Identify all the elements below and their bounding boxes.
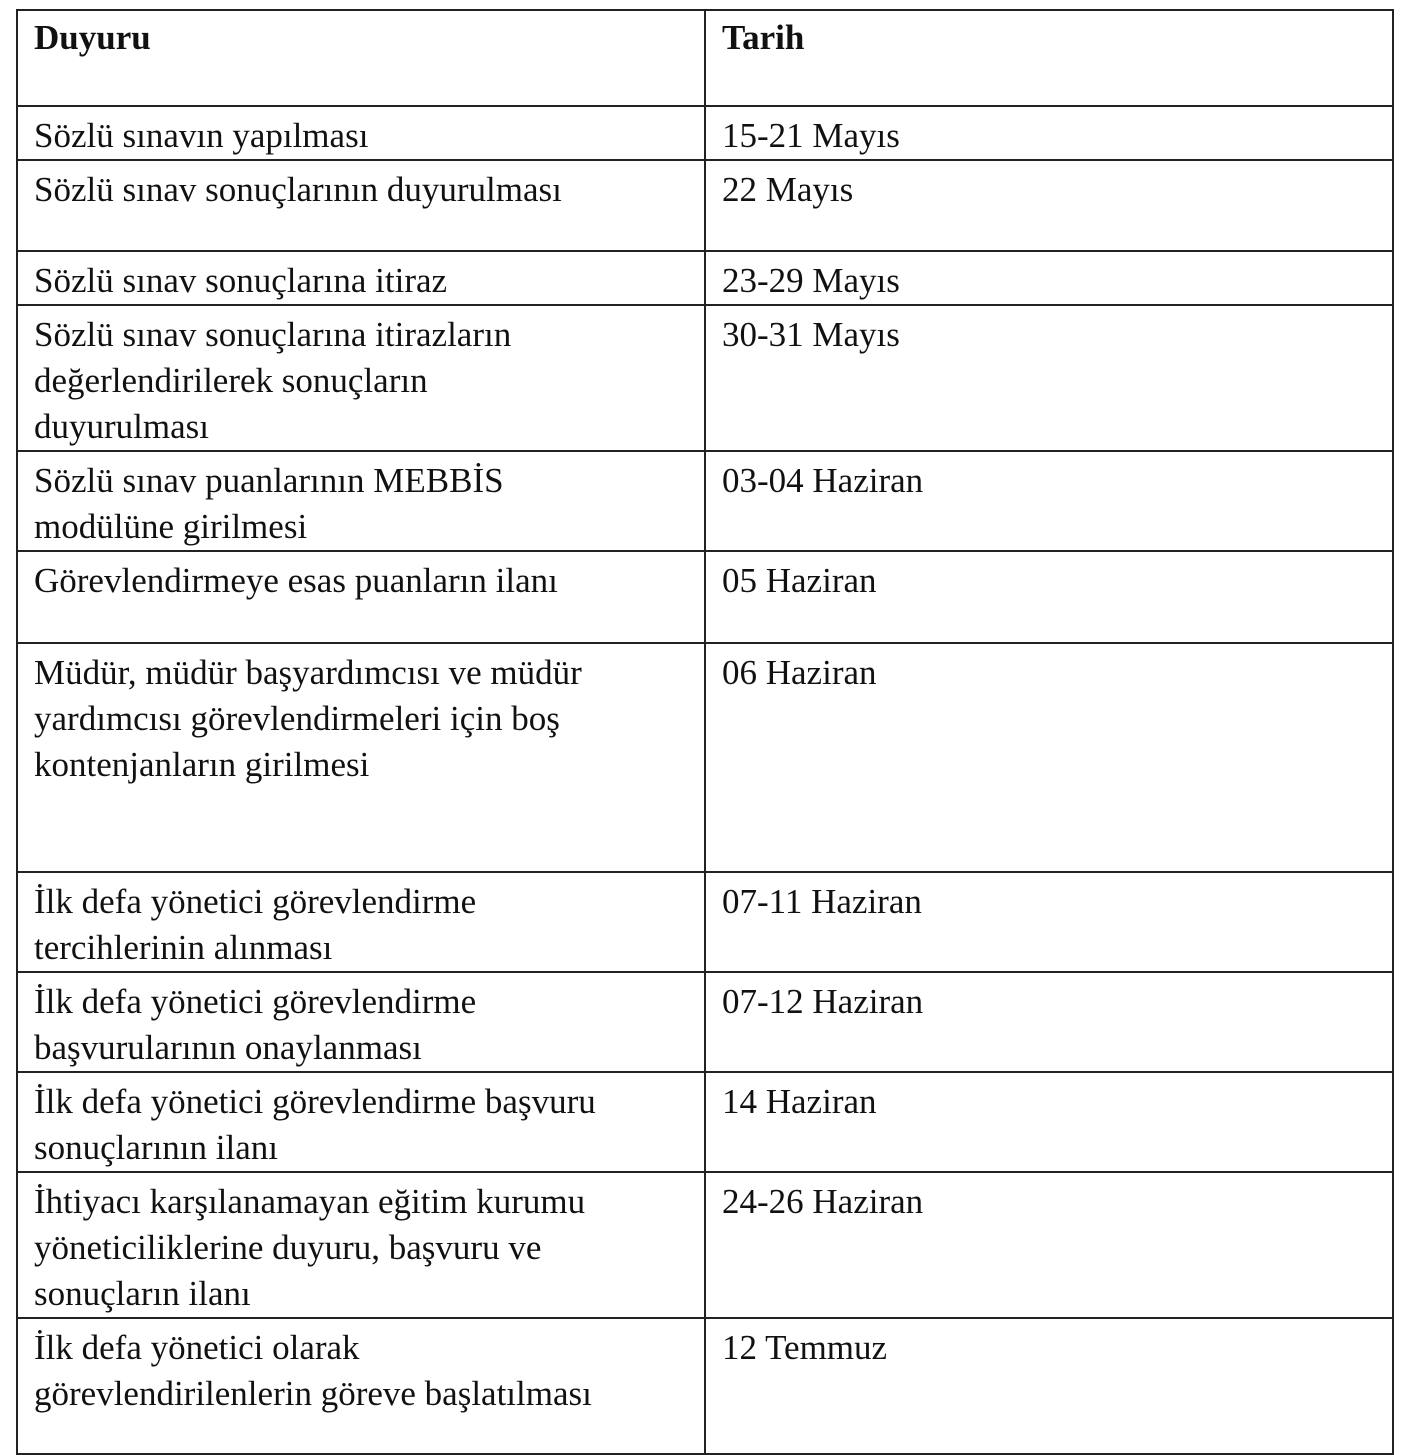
duyuru-line: sonuçlarının ilanı — [34, 1128, 278, 1167]
tarih-cell: 15-21 Mayıs — [705, 106, 1393, 160]
table-row — [17, 160, 1393, 251]
duyuru-cell — [17, 451, 705, 551]
duyuru-cell — [17, 551, 705, 643]
duyuru-line: yardımcısı görevlendirmeleri için boş — [34, 699, 560, 738]
tarih-cell: 14 Haziran — [705, 1072, 1393, 1172]
tarih-cell: 30-31 Mayıs — [705, 305, 1393, 451]
duyuru-line: tercihlerinin alınması — [34, 928, 333, 967]
duyuru-cell — [17, 160, 705, 251]
duyuru-line: değerlendirilerek sonuçların — [34, 361, 428, 400]
table-row — [17, 872, 1393, 972]
duyuru-line: İlk defa yönetici görevlendirme başvuru — [34, 1082, 596, 1121]
duyuru-line: modülüne girilmesi — [34, 507, 308, 546]
duyuru-line: Sözlü sınav sonuçlarına itiraz — [34, 261, 448, 300]
duyuru-line: Görevlendirmeye esas puanların ilanı — [34, 561, 558, 600]
table-row — [17, 1318, 1393, 1454]
duyuru-cell — [17, 1072, 705, 1172]
tarih-cell: 12 Temmuz — [705, 1318, 1393, 1454]
table-row — [17, 1072, 1393, 1172]
duyuru-cell — [17, 972, 705, 1072]
tarih-cell: 07-11 Haziran — [705, 872, 1393, 972]
tarih-cell: 05 Haziran — [705, 551, 1393, 643]
duyuru-line: yöneticiliklerine duyuru, başvuru ve — [34, 1228, 542, 1267]
table-row — [17, 972, 1393, 1072]
duyuru-line: İhtiyacı karşılanamayan eğitim kurumu — [34, 1182, 586, 1221]
duyuru-line: Sözlü sınav sonuçlarının duyurulması — [34, 170, 562, 209]
header-duyuru: Duyuru — [17, 10, 705, 106]
duyuru-cell — [17, 251, 705, 305]
duyuru-line: Sözlü sınav puanlarının MEBBİS — [34, 461, 504, 500]
table-row — [17, 551, 1393, 643]
table-row — [17, 1172, 1393, 1318]
tarih-cell: 07-12 Haziran — [705, 972, 1393, 1072]
duyuru-line: Müdür, müdür başyardımcısı ve müdür — [34, 653, 582, 692]
duyuru-line: sonuçların ilanı — [34, 1274, 251, 1313]
schedule-table — [16, 9, 1394, 1455]
duyuru-cell — [17, 872, 705, 972]
duyuru-line: İlk defa yönetici olarak — [34, 1328, 360, 1367]
duyuru-cell — [17, 106, 705, 160]
duyuru-line: duyurulması — [34, 407, 209, 446]
table-row — [17, 106, 1393, 160]
header-tarih: Tarih — [705, 10, 1393, 106]
duyuru-line: kontenjanların girilmesi — [34, 745, 370, 784]
tarih-cell: 22 Mayıs — [705, 160, 1393, 251]
duyuru-line: başvurularının onaylanması — [34, 1028, 422, 1067]
duyuru-cell — [17, 1318, 705, 1454]
duyuru-cell — [17, 305, 705, 451]
duyuru-line: İlk defa yönetici görevlendirme — [34, 982, 477, 1021]
tarih-cell: 23-29 Mayıs — [705, 251, 1393, 305]
duyuru-cell — [17, 1172, 705, 1318]
duyuru-line: Sözlü sınav sonuçlarına itirazların — [34, 315, 512, 354]
table-row — [17, 251, 1393, 305]
duyuru-line: İlk defa yönetici görevlendirme — [34, 882, 477, 921]
header-row — [17, 10, 1393, 106]
duyuru-line: Sözlü sınavın yapılması — [34, 116, 369, 155]
tarih-cell: 03-04 Haziran — [705, 451, 1393, 551]
table-row — [17, 451, 1393, 551]
table-row — [17, 643, 1393, 872]
duyuru-cell — [17, 643, 705, 872]
table-row — [17, 305, 1393, 451]
tarih-cell: 24-26 Haziran — [705, 1172, 1393, 1318]
duyuru-line: görevlendirilenlerin göreve başlatılması — [34, 1374, 592, 1413]
tarih-cell: 06 Haziran — [705, 643, 1393, 872]
